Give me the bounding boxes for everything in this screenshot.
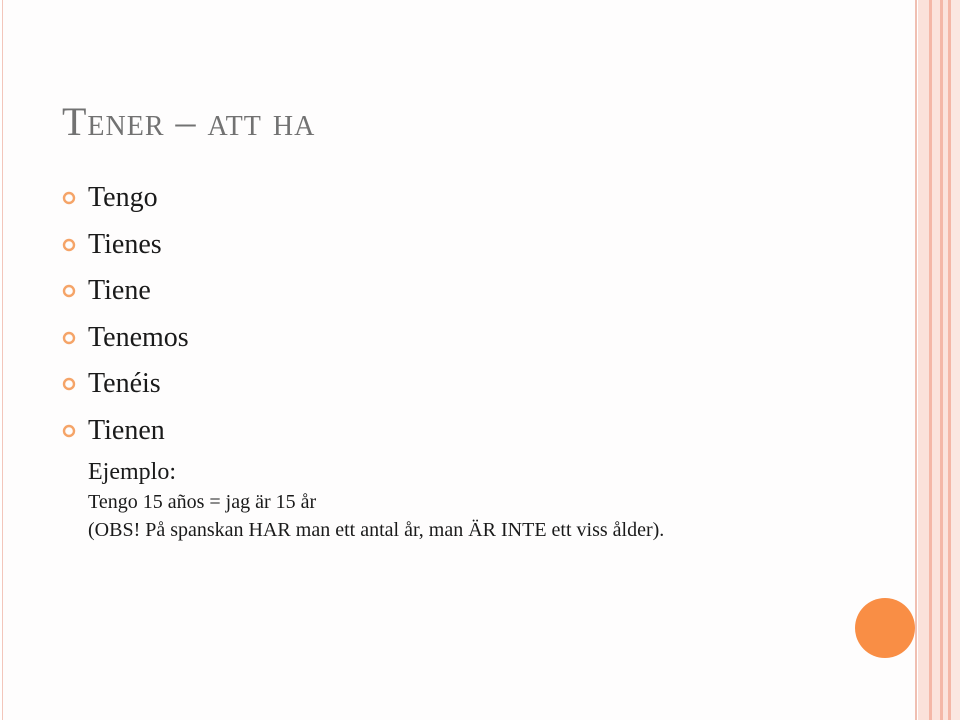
slide-title: Tener – att ha bbox=[62, 99, 316, 144]
bullet-ring-icon bbox=[62, 191, 76, 205]
example-note: (OBS! På spanskan HAR man ett antal år, man ÄR INTE ett viss ålder). bbox=[88, 519, 665, 541]
bullet-list bbox=[62, 175, 189, 454]
bullet-text: Tenemos bbox=[88, 321, 189, 353]
bullet-text: Tienen bbox=[88, 414, 165, 446]
stripe bbox=[932, 0, 940, 720]
bullet-ring-icon bbox=[62, 331, 76, 345]
stripe bbox=[918, 0, 929, 720]
bullet-text: Tengo bbox=[88, 182, 158, 214]
example-block bbox=[88, 456, 664, 544]
bullet-item-tenemos bbox=[62, 315, 189, 362]
example-heading: Ejemplo: bbox=[88, 459, 176, 485]
bullet-text: Tenéis bbox=[88, 368, 161, 400]
bullet-ring-icon bbox=[62, 284, 76, 298]
bullet-item-tiene bbox=[62, 268, 189, 315]
bullet-text: Tiene bbox=[88, 275, 151, 307]
orange-circle-decoration bbox=[855, 598, 915, 658]
bullet-item-tengo bbox=[62, 175, 189, 222]
bullet-ring-icon bbox=[62, 377, 76, 391]
bullet-ring-icon bbox=[62, 238, 76, 252]
example-line: Tengo 15 años = jag är 15 år bbox=[88, 491, 317, 513]
bullet-text: Tienes bbox=[88, 228, 162, 260]
bullet-item-tienen bbox=[62, 408, 189, 455]
bullet-item-teneis bbox=[62, 361, 189, 408]
bullet-item-tienes bbox=[62, 222, 189, 269]
bullet-ring-icon bbox=[62, 424, 76, 438]
right-stripes bbox=[918, 0, 960, 720]
stripe bbox=[951, 0, 960, 720]
